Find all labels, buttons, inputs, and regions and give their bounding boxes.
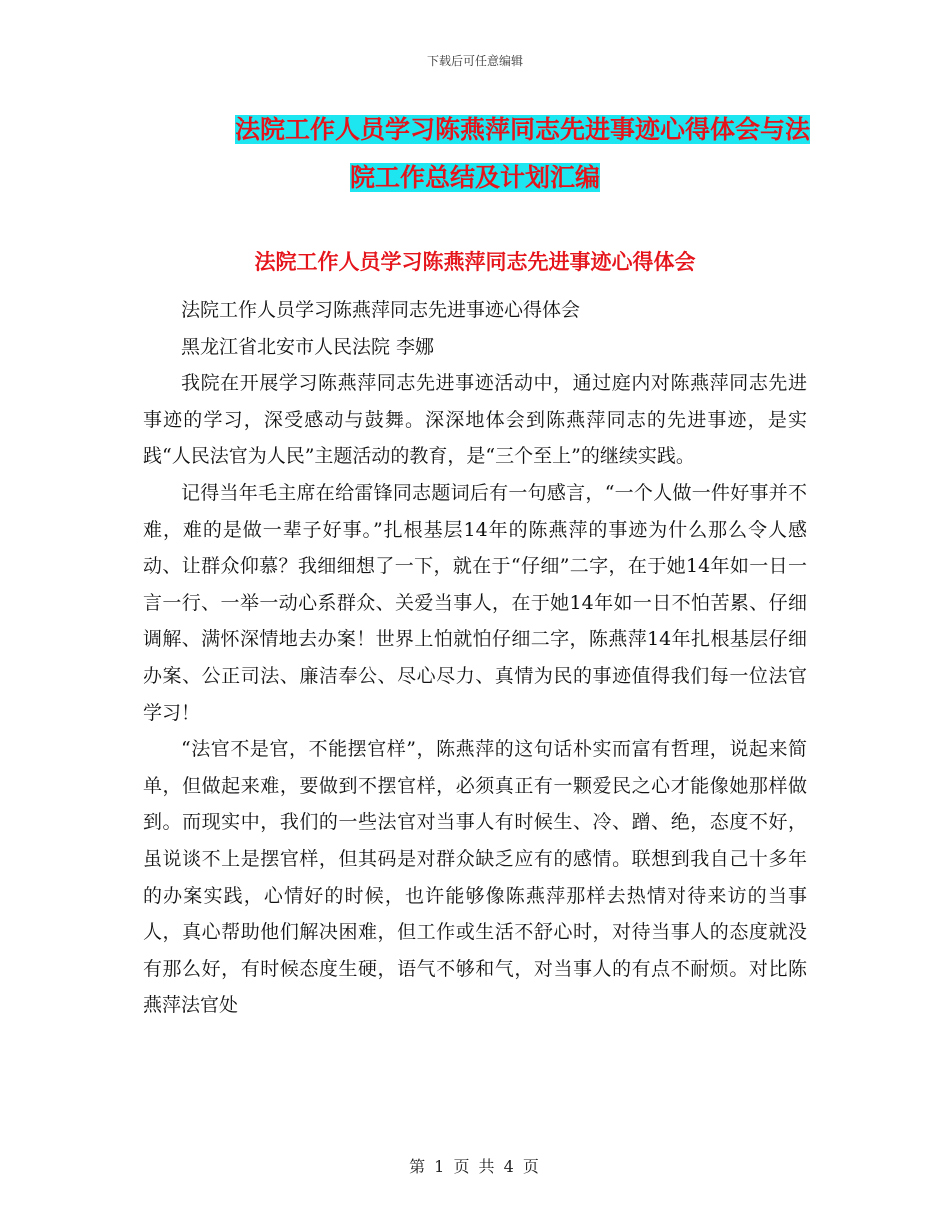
document-title-line-2: 院工作总结及计划汇编	[349, 163, 600, 192]
header-note: 下载后可任意编辑	[426, 54, 523, 68]
document-title-line-1: 法院工作人员学习陈燕萍同志先进事迹心得体会与法	[234, 115, 810, 144]
paragraph: 我院在开展学习陈燕萍同志先进事迹活动中，通过庭内对陈燕萍同志先进事迹的学习，深受感动与鼓舞。深深地体会到陈燕萍同志的先进事迹，是实践“人民法官为人民”主题活动的教育，是“三个至上”的继续实践。	[143, 372, 807, 468]
section-title: 法院工作人员学习陈燕萍同志先进事迹心得体会	[254, 250, 696, 274]
paragraph: 记得当年毛主席在给雷锋同志题词后有一句感言，“一个人做一件好事并不难，难的是做一辈子好事。”扎根基层14年的陈燕萍的事迹为什么那么令人感动、让群众仰慕？我细细想了一下，就在于“仔细”二字，在于她14年如一日一言一行、一举一动心系群众、关爱当事人，在于她14年如一日不怕苦累、仔细调解、满怀深情地去办案！世界上怕就怕仔细二字，陈燕萍14年扎根基层仔细办案、公正司法、廉洁奉公、尽心尽力、真情为民的事迹值得我们每一位法官学习！	[143, 481, 807, 724]
document-title	[140, 106, 810, 202]
paragraph-subtitle: 法院工作人员学习陈燕萍同志先进事迹心得体会	[181, 299, 581, 321]
paragraph: “法官不是官，不能摆官样”，陈燕萍的这句话朴实而富有哲理，说起来简单，但做起来难，要做到不摆官样，必须真正有一颗爱民之心才能像她那样做到。而现实中，我们的一些法官对当事人有时候生、冷、蹭、绝，态度不好，虽说谈不上是摆官样，但其码是对群众缺乏应有的感情。联想到我自己十多年的办案实践，心情好的时候，也许能够像陈燕萍那样去热情对待来访的当事人，真心帮助他们解决困难，但工作或生活不舒心时，对待当事人的态度就没有那么好，有时候态度生硬，语气不够和气，对当事人的有点不耐烦。对比陈燕萍法官处	[143, 738, 807, 1017]
body-text	[143, 292, 807, 1024]
page-footer: 第 1 页 共 4 页	[409, 1157, 541, 1176]
paragraph-author: 黑龙江省北安市人民法院 李娜	[181, 335, 435, 358]
